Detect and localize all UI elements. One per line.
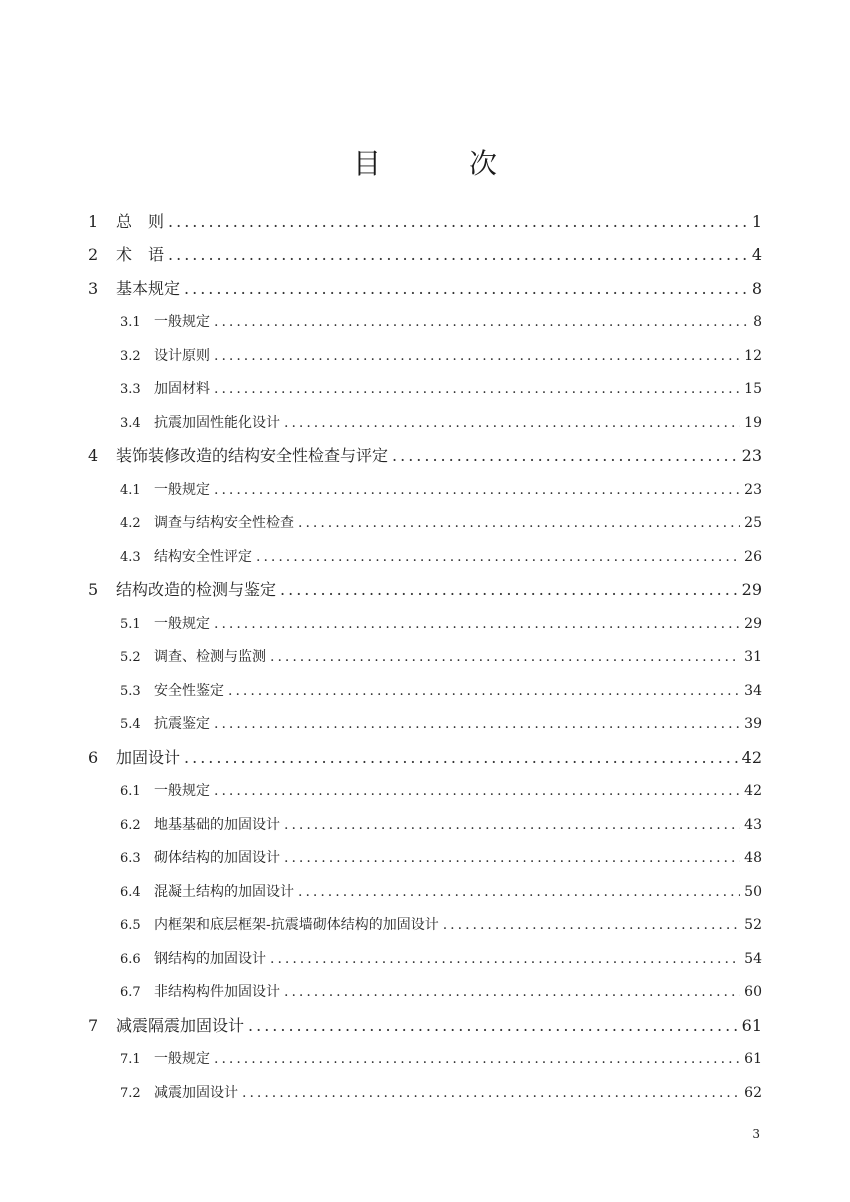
toc-entry-page: 61 (741, 1016, 762, 1035)
toc-entry-page: 61 (744, 1051, 762, 1067)
toc-entry-number: 7 (88, 1016, 99, 1035)
toc-leader-dots (214, 1042, 740, 1076)
toc-entry-6-6[interactable] (120, 942, 762, 976)
toc-leader-dots (184, 741, 738, 775)
toc-entry-page: 29 (744, 616, 762, 632)
toc-entry-label: 一般规定 (154, 616, 210, 632)
toc-entry-label: 结构改造的检测与鉴定 (116, 580, 277, 599)
toc-entry-5-2[interactable] (120, 640, 762, 674)
toc-entry-5-1[interactable] (120, 607, 762, 641)
toc-entry-4-3[interactable] (120, 540, 762, 574)
toc-leader-dots (242, 1076, 740, 1110)
toc-entry-page: 8 (751, 279, 762, 298)
toc-entry-5[interactable] (88, 573, 762, 607)
toc-entry-label: 一般规定 (154, 314, 210, 330)
toc-entry-label: 抗震加固性能化设计 (154, 415, 280, 431)
toc-entry-number: 6.7 (120, 985, 141, 1000)
toc-entry-6-2[interactable] (120, 808, 762, 842)
toc-entry-label: 混凝土结构的加固设计 (154, 884, 294, 900)
toc-entry-6-4[interactable] (120, 875, 762, 909)
toc-entry-number: 6.2 (120, 818, 141, 833)
toc-entry-label: 非结构构件加固设计 (154, 984, 280, 1000)
toc-entry-page: 1 (751, 212, 762, 231)
toc-leader-dots (284, 808, 740, 842)
toc-leader-dots (168, 238, 748, 272)
toc-entry-3-1[interactable] (120, 305, 762, 339)
toc-entry-page: 12 (744, 348, 762, 364)
toc-entry-6-5[interactable] (120, 908, 762, 942)
toc-leader-dots (168, 205, 748, 239)
toc-entry-label: 基本规定 (116, 279, 181, 298)
toc-entry-label: 加固材料 (154, 381, 210, 397)
toc-entry-label: 总 则 (116, 212, 165, 231)
toc-entry-page: 25 (744, 515, 762, 531)
toc-entry-7[interactable] (88, 1009, 762, 1043)
toc-entry-3[interactable] (88, 272, 762, 306)
toc-entry-page: 62 (744, 1085, 762, 1101)
toc-entry-number: 6.1 (120, 784, 141, 799)
toc-leader-dots (284, 841, 740, 875)
toc-leader-dots (284, 406, 740, 440)
toc-entry-page: 39 (744, 716, 762, 732)
toc-entry-page: 19 (744, 415, 762, 431)
toc-leader-dots (214, 473, 740, 507)
toc-leader-dots (443, 908, 740, 942)
toc-entry-label: 安全性鉴定 (154, 683, 224, 699)
toc-entry-label: 减震隔震加固设计 (116, 1016, 245, 1035)
toc-entry-page: 42 (741, 748, 762, 767)
toc-entry-page: 31 (744, 649, 762, 665)
toc-entry-6-3[interactable] (120, 841, 762, 875)
toc-entry-number: 3.1 (120, 315, 141, 330)
toc-entry-7-1[interactable] (120, 1042, 762, 1076)
toc-entry-6-7[interactable] (120, 975, 762, 1009)
toc-entry-number: 4 (88, 446, 99, 465)
toc-entry-5-4[interactable] (120, 707, 762, 741)
page-title: 目 次 (352, 147, 527, 180)
toc-entry-1[interactable] (88, 205, 762, 239)
toc-leader-dots (270, 640, 740, 674)
toc-entry-page: 48 (744, 850, 762, 866)
toc-leader-dots (298, 875, 740, 909)
toc-entry-label: 地基基础的加固设计 (154, 817, 280, 833)
toc-entry-6[interactable] (88, 741, 762, 775)
toc-entry-label: 一般规定 (154, 482, 210, 498)
toc-entry-3-3[interactable] (120, 372, 762, 406)
page-number: 3 (752, 1127, 760, 1141)
toc-leader-dots (184, 272, 748, 306)
toc-entry-number: 6.5 (120, 918, 141, 933)
toc-entry-page: 60 (744, 984, 762, 1000)
toc-entry-page: 43 (744, 817, 762, 833)
toc-entry-page: 23 (744, 482, 762, 498)
toc-leader-dots (392, 439, 738, 473)
toc-leader-dots (280, 573, 738, 607)
toc-entry-label: 加固设计 (116, 748, 181, 767)
toc-leader-dots (214, 339, 740, 373)
toc-entry-label: 术 语 (116, 245, 165, 264)
toc-entry-label: 装饰装修改造的结构安全性检查与评定 (116, 446, 389, 465)
toc-entry-number: 5.4 (120, 717, 141, 732)
toc-entry-number: 7.2 (120, 1086, 141, 1101)
toc-entry-number: 6.3 (120, 851, 141, 866)
toc-entry-number: 4.2 (120, 516, 141, 531)
toc-entry-2[interactable] (88, 238, 762, 272)
toc-entry-label: 抗震鉴定 (154, 716, 210, 732)
toc-entry-label: 一般规定 (154, 783, 210, 799)
toc-entry-number: 3 (88, 279, 99, 298)
toc-entry-page: 52 (744, 917, 762, 933)
toc-entry-page: 50 (744, 884, 762, 900)
toc-entry-page: 29 (741, 580, 762, 599)
toc-entry-label: 砌体结构的加固设计 (154, 850, 280, 866)
toc-leader-dots (256, 540, 740, 574)
toc-leader-dots (270, 942, 740, 976)
toc-entry-page: 15 (744, 381, 762, 397)
toc-leader-dots (248, 1009, 738, 1043)
toc-entry-number: 6 (88, 748, 99, 767)
toc-leader-dots (214, 372, 740, 406)
toc-entry-3-4[interactable] (120, 406, 762, 440)
toc-leader-dots (284, 975, 740, 1009)
toc-entry-page: 8 (753, 314, 762, 330)
toc-entry-7-2[interactable] (120, 1076, 762, 1110)
toc-entry-label: 结构安全性评定 (154, 549, 252, 565)
toc-entry-label: 内框架和底层框架-抗震墙砌体结构的加固设计 (154, 917, 439, 933)
toc-entry-6-1[interactable] (120, 774, 762, 808)
toc-entry-page: 54 (744, 951, 762, 967)
toc-entry-label: 钢结构的加固设计 (154, 951, 266, 967)
toc-leader-dots (214, 707, 740, 741)
toc-leader-dots (214, 774, 740, 808)
toc-entry-number: 5 (88, 580, 99, 599)
toc-entry-number: 4.3 (120, 550, 141, 565)
toc-entry-number: 6.6 (120, 952, 141, 967)
toc-entry-page: 4 (751, 245, 762, 264)
toc-entry-4[interactable] (88, 439, 762, 473)
toc-entry-number: 6.4 (120, 885, 141, 900)
toc-entry-4-2[interactable] (120, 506, 762, 540)
toc-entry-number: 5.2 (120, 650, 141, 665)
toc-leader-dots (214, 607, 740, 641)
toc-entry-number: 7.1 (120, 1052, 141, 1067)
toc-entry-3-2[interactable] (120, 339, 762, 373)
toc-entry-4-1[interactable] (120, 473, 762, 507)
toc-entry-page: 26 (744, 549, 762, 565)
toc-entry-page: 34 (744, 683, 762, 699)
toc-entry-label: 调查与结构安全性检查 (154, 515, 294, 531)
toc-leader-dots (214, 305, 749, 339)
toc-entry-number: 5.3 (120, 684, 141, 699)
toc-entry-number: 2 (88, 245, 99, 264)
toc-entry-label: 减震加固设计 (154, 1085, 238, 1101)
toc-entry-number: 5.1 (120, 617, 141, 632)
toc-entry-label: 一般规定 (154, 1051, 210, 1067)
toc-entry-number: 4.1 (120, 483, 141, 498)
toc-leader-dots (228, 674, 740, 708)
toc-entry-page: 23 (741, 446, 762, 465)
toc-entry-number: 3.2 (120, 349, 141, 364)
toc-leader-dots (298, 506, 740, 540)
toc-entry-5-3[interactable] (120, 674, 762, 708)
toc-entry-page: 42 (744, 783, 762, 799)
toc-entry-label: 设计原则 (154, 348, 210, 364)
toc-entry-number: 1 (88, 212, 99, 231)
toc-entry-number: 3.3 (120, 382, 141, 397)
toc-entry-label: 调查、检测与监测 (154, 649, 266, 665)
toc-entry-number: 3.4 (120, 416, 141, 431)
